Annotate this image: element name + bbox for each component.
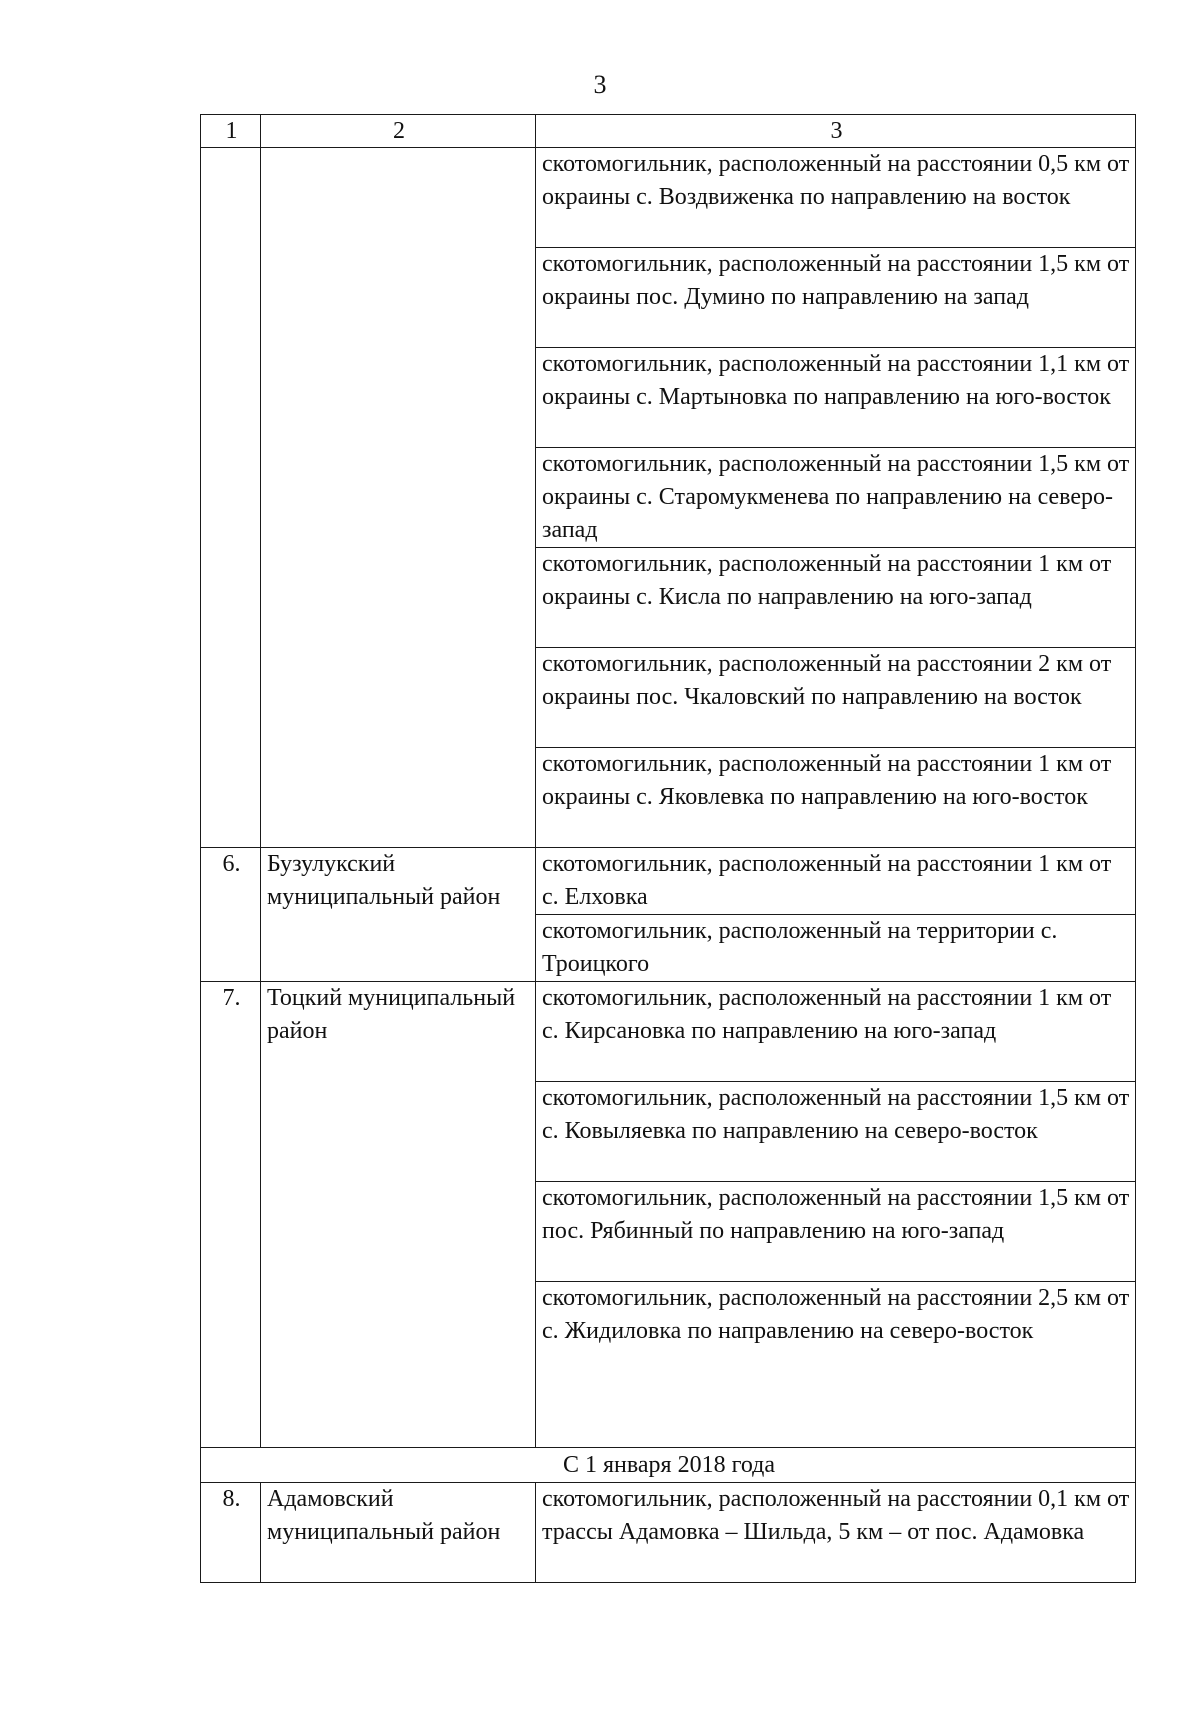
table-row (201, 1483, 1136, 1583)
column-number-2: 2 (261, 115, 536, 148)
site-entry: скотомогильник, расположенный на расстоянии 1 км от с. Кирсановка по направлению на юго-запад (536, 982, 1136, 1082)
site-entry: скотомогильник, расположенный на расстоянии 2 км от окраины пос. Чкаловский по направлению на восток (536, 648, 1136, 748)
row-number: 7. (201, 982, 261, 1448)
row-number: 8. (201, 1483, 261, 1583)
column-number-3: 3 (536, 115, 1136, 148)
site-entry: скотомогильник, расположенный на расстоянии 0,1 км от трассы Адамовка – Шильда, 5 км – от пос. Адамовка (536, 1483, 1136, 1583)
site-entry: скотомогильник, расположенный на расстоянии 0,5 км от окраины с. Воздвиженка по направлению на восток (536, 148, 1136, 248)
district-cell (261, 148, 536, 848)
district-name: Адамовский муниципальный район (261, 1483, 536, 1583)
table-row (201, 982, 1136, 1082)
site-entry: скотомогильник, расположенный на расстоянии 1,5 км от пос. Рябинный по направлению на юго-запад (536, 1182, 1136, 1282)
site-entry: скотомогильник, расположенный на расстоянии 1 км от с. Елховка (536, 848, 1136, 915)
section-heading: С 1 января 2018 года (201, 1448, 1136, 1483)
row-number-cell (201, 148, 261, 848)
site-entry: скотомогильник, расположенный на расстоянии 1 км от окраины с. Кисла по направлению на юго-запад (536, 548, 1136, 648)
burial-sites-table (200, 114, 1136, 1583)
site-entry: скотомогильник, расположенный на расстоянии 1,5 км от окраины с. Старомукменева по направлению на северо-запад (536, 448, 1136, 548)
district-name: Тоцкий муниципальный район (261, 982, 536, 1448)
table-row (201, 848, 1136, 915)
site-entry: скотомогильник, расположенный на расстоянии 1,5 км от окраины пос. Думино по направлению на запад (536, 248, 1136, 348)
site-entry: скотомогильник, расположенный на расстоянии 1,5 км от с. Ковыляевка по направлению на северо-восток (536, 1082, 1136, 1182)
row-number: 6. (201, 848, 261, 982)
column-number-1: 1 (201, 115, 261, 148)
page-number: 3 (593, 70, 607, 99)
site-entry: скотомогильник, расположенный на территории с. Троицкого (536, 915, 1136, 982)
section-row (201, 1448, 1136, 1483)
site-entry: скотомогильник, расположенный на расстоянии 2,5 км от с. Жидиловка по направлению на северо-восток (536, 1282, 1136, 1448)
table-header-row (201, 115, 1136, 148)
district-name: Бузулукский муниципальный район (261, 848, 536, 982)
site-entry: скотомогильник, расположенный на расстоянии 1 км от окраины с. Яковлевка по направлению на юго-восток (536, 748, 1136, 848)
site-entry: скотомогильник, расположенный на расстоянии 1,1 км от окраины с. Мартыновка по направлению на юго-восток (536, 348, 1136, 448)
table-row (201, 148, 1136, 248)
